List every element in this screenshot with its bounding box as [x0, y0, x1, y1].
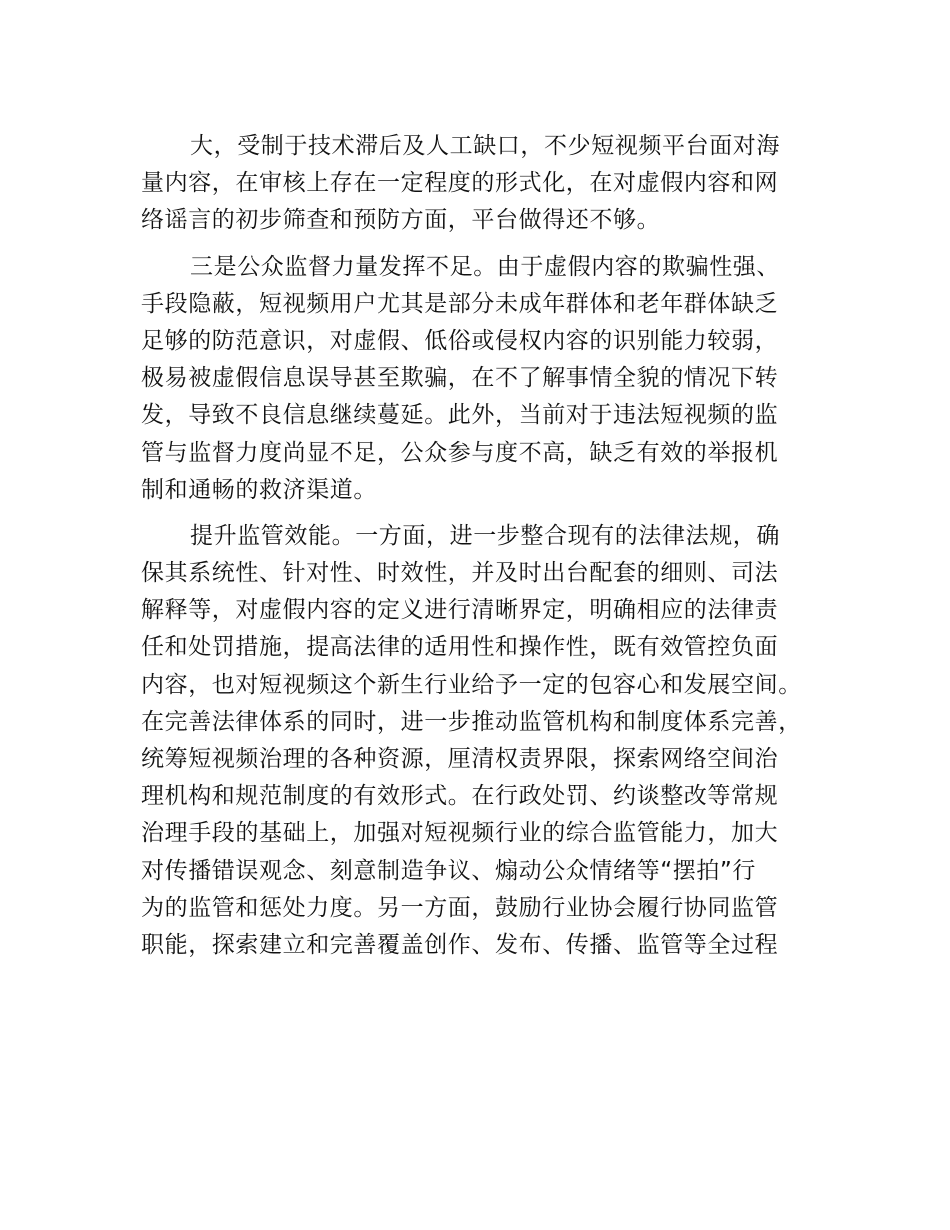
paragraph-platform-review	[141, 128, 831, 240]
text-line: 内容，也对短视频这个新生行业给予一定的包容心和发展空间。	[141, 671, 802, 698]
text-line: 对传播错误观念、刻意制造争议、煽动公众情绪等“摆拍”行	[141, 857, 757, 884]
text-line: 提升监管效能。一方面，进一步整合现有的法律法规，确	[190, 522, 780, 549]
document-page	[141, 128, 831, 973]
text-line: 制和通畅的救济渠道。	[141, 476, 377, 503]
text-line: 职能，探索建立和完善覆盖创作、发布、传播、监管等全过程	[141, 931, 779, 958]
text-line: 极易被虚假信息误导甚至欺骗，在不了解事情全貌的情况下转	[141, 365, 779, 392]
text-line: 任和处罚措施，提高法律的适用性和操作性，既有效管控负面	[141, 634, 779, 661]
text-line: 解释等，对虚假内容的定义进行清晰界定，明确相应的法律责	[141, 597, 779, 624]
text-line: 治理手段的基础上，加强对短视频行业的综合监管能力，加大	[141, 820, 779, 847]
text-line: 三是公众监督力量发挥不足。由于虚假内容的欺骗性强、	[190, 253, 780, 280]
text-line: 在完善法律体系的同时，进一步推动监管机构和制度体系完善，	[141, 708, 802, 735]
text-line: 为的监管和惩处力度。另一方面，鼓励行业协会履行协同监管	[141, 894, 779, 921]
text-line: 发，导致不良信息继续蔓延。此外，当前对于违法短视频的监	[141, 402, 779, 429]
paragraph-regulatory-efficiency	[141, 518, 831, 964]
paragraph-public-supervision	[141, 249, 831, 509]
text-line: 管与监督力度尚显不足，公众参与度不高，缺乏有效的举报机	[141, 439, 779, 466]
text-line: 量内容，在审核上存在一定程度的形式化，在对虚假内容和网	[141, 170, 779, 197]
text-line: 理机构和规范制度的有效形式。在行政处罚、约谈整改等常规	[141, 783, 779, 810]
text-line: 保其系统性、针对性、时效性，并及时出台配套的细则、司法	[141, 560, 779, 587]
text-line: 手段隐蔽，短视频用户尤其是部分未成年群体和老年群体缺乏	[141, 290, 779, 317]
text-line: 统筹短视频治理的各种资源，厘清权责界限，探索网络空间治	[141, 746, 779, 772]
text-line: 足够的防范意识，对虚假、低俗或侵权内容的识别能力较弱，	[141, 327, 779, 354]
text-line: 络谣言的初步筛查和预防方面，平台做得还不够。	[141, 207, 661, 234]
text-line: 大，受制于技术滞后及人工缺口，不少短视频平台面对海	[190, 133, 780, 159]
